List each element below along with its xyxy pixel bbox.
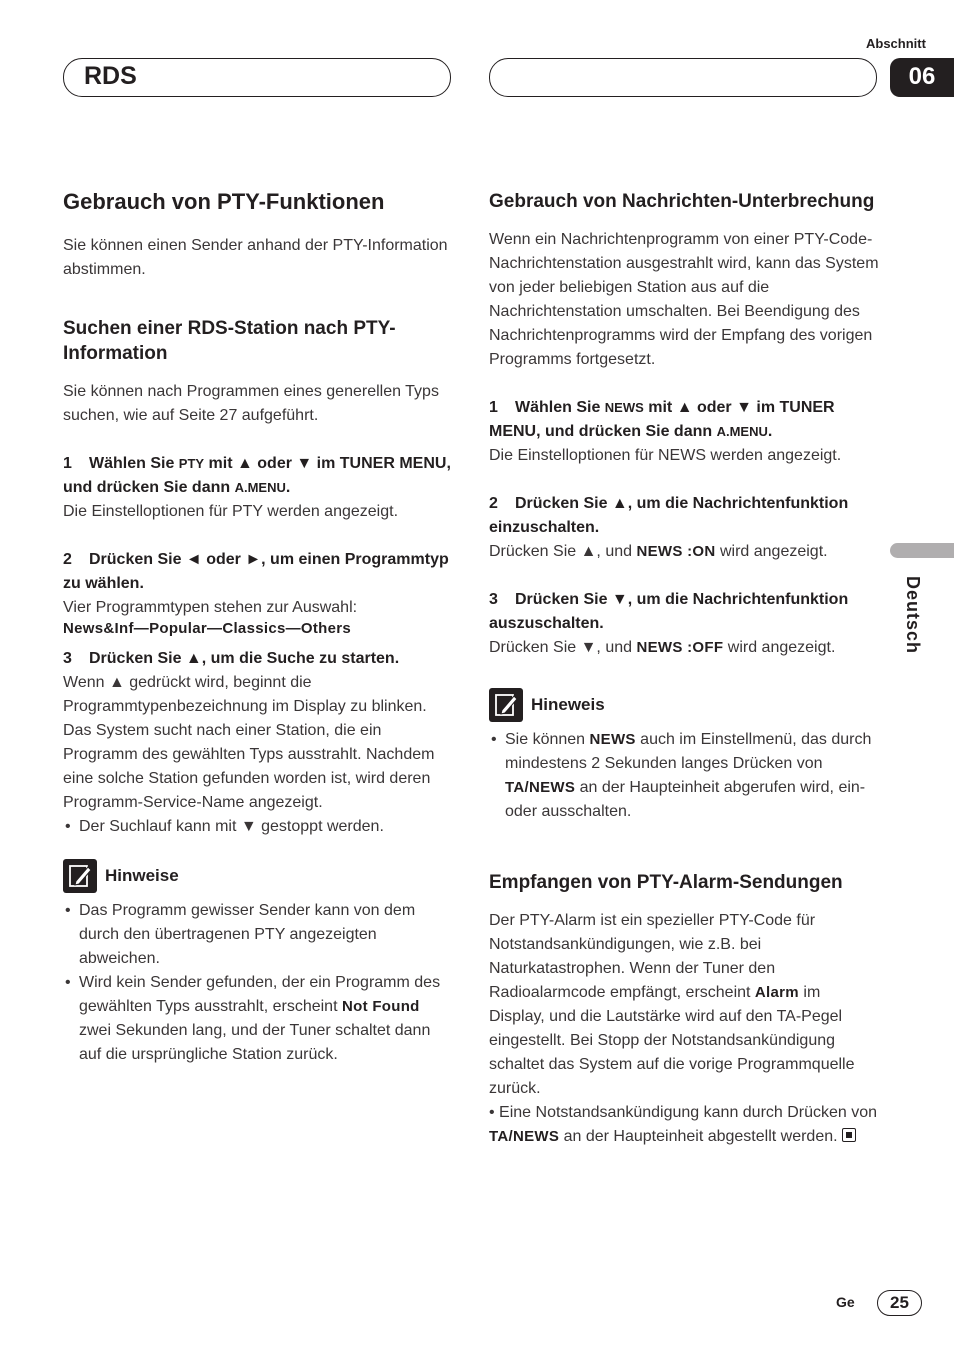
alarm-text: Der PTY-Alarm ist ein spezieller PTY-Code für Notstandsankündigungen, wie z.B. bei Naturkatastrophen. Wenn der Tuner den Radioalarmcode empfängt, erscheint Alarm im Display, und die Lautstärke wird auf den TA-Pegel eingestellt. Bei Stopp der Notstandsankündigung schaltet das System auf die vorige Programmquelle zurück.: [489, 912, 855, 1097]
language-code: Ge: [836, 1294, 855, 1310]
note-item: • Wird kein Sender gefunden, der ein Programm des gewählten Typs ausstrahlt, erscheint Not Found zwei Sekunden lang, und der Tuner schaltet dann auf die ursprüngliche Station zurück.: [65, 974, 441, 1063]
step-2: 2 Drücken Sie ◄ oder ►, um einen Programmtyp zu wählen.: [63, 551, 449, 592]
sub-heading: Suchen einer RDS-Station nach PTY-Information: [63, 318, 396, 364]
news-intro: Wenn ein Nachrichtenprogramm von einer PTY-Code-Nachrichtenstation ausgestrahlt wird, kann das System von jeder beliebigen Station aus auf die Nachrichtenstation umschalten. Bei Beendigung des Nachrichtenprogramms wird der Empfang des vorigen Programms fortgesetzt.: [489, 231, 879, 368]
note-item: • Das Programm gewisser Sender kann von dem durch den übertragenen PTY angezeigten abweichen.: [65, 902, 416, 967]
step-1-desc: Die Einstelloptionen für PTY werden angezeigt.: [63, 503, 399, 520]
news-step-2: 2 Drücken Sie ▲, um die Nachrichtenfunktion einzuschalten.: [489, 495, 849, 536]
news-step-3-desc: Drücken Sie ▼, und NEWS :OFF wird angezeigt.: [489, 639, 836, 656]
news-step-3: 3 Drücken Sie ▼, um die Nachrichtenfunktion auszuschalten.: [489, 591, 849, 632]
title-frame: [63, 58, 451, 97]
left-column: [63, 188, 453, 1067]
program-types: News&Inf—Popular—Classics—Others: [63, 620, 352, 637]
note-item: • Sie können NEWS auch im Einstellmenü, das durch mindestens 2 Sekunden langes Drücken von TA/NEWS an der Haupteinheit abgerufen wird, ein- oder ausschalten.: [491, 731, 872, 820]
page-number: 25: [877, 1290, 922, 1316]
alarm-heading: Empfangen von PTY-Alarm-Sendungen: [489, 872, 843, 893]
news-heading: Gebrauch von Nachrichten-Unterbrechung: [489, 191, 875, 212]
note-title: Hineweis: [531, 695, 605, 714]
news-step-2-desc: Drücken Sie ▲, und NEWS :ON wird angezeigt.: [489, 543, 828, 560]
empty-frame: [489, 58, 877, 97]
notes-title: Hinweise: [105, 866, 179, 885]
section-label: Abschnitt: [866, 36, 926, 51]
step-3-bullet: • Der Suchlauf kann mit ▼ gestoppt werden.: [65, 818, 384, 835]
notes-header: [63, 859, 453, 893]
end-mark-icon: [842, 1128, 856, 1142]
step-2-desc: Vier Programmtypen stehen zur Auswahl:: [63, 599, 358, 616]
side-tab: [890, 543, 954, 558]
alarm-bullet: • Eine Notstandsankündigung kann durch Drücken von TA/NEWS an der Haupteinheit abgestellt werden.: [489, 1104, 878, 1145]
pencil-note-icon: [63, 859, 97, 893]
note-header: [489, 688, 879, 722]
language-label: Deutsch: [903, 576, 923, 655]
section-heading: Gebrauch von PTY-Funktionen: [63, 189, 385, 214]
section-number: 06: [890, 58, 954, 97]
step-3-desc: Wenn ▲ gedrückt wird, beginnt die Programmtypenbezeichnung im Display zu blinken. Das System sucht nach einer Station, die ein Programm des gewählten Typs ausstrahlt. Nachdem eine solche Station gefunden worden ist, wird deren Programm-Service-Name angezeigt.: [63, 674, 435, 811]
step-3: 3 Drücken Sie ▲, um die Suche zu starten.: [63, 650, 400, 667]
step-1: 1 Wählen Sie PTY mit ▲ oder ▼ im TUNER MENU, und drücken Sie dann A.MENU.: [63, 455, 451, 496]
page-title: RDS: [84, 62, 137, 90]
pencil-note-icon: [489, 688, 523, 722]
intro-text: Sie können einen Sender anhand der PTY-Information abstimmen.: [63, 237, 448, 278]
news-step-1-desc: Die Einstelloptionen für NEWS werden angezeigt.: [489, 447, 842, 464]
news-step-1: 1 Wählen Sie NEWS mit ▲ oder ▼ im TUNER MENU, und drücken Sie dann A.MENU.: [489, 399, 835, 440]
right-column: [489, 189, 879, 1149]
sub-intro-text: Sie können nach Programmen eines generellen Typs suchen, wie auf Seite 27 aufgeführt.: [63, 383, 439, 424]
